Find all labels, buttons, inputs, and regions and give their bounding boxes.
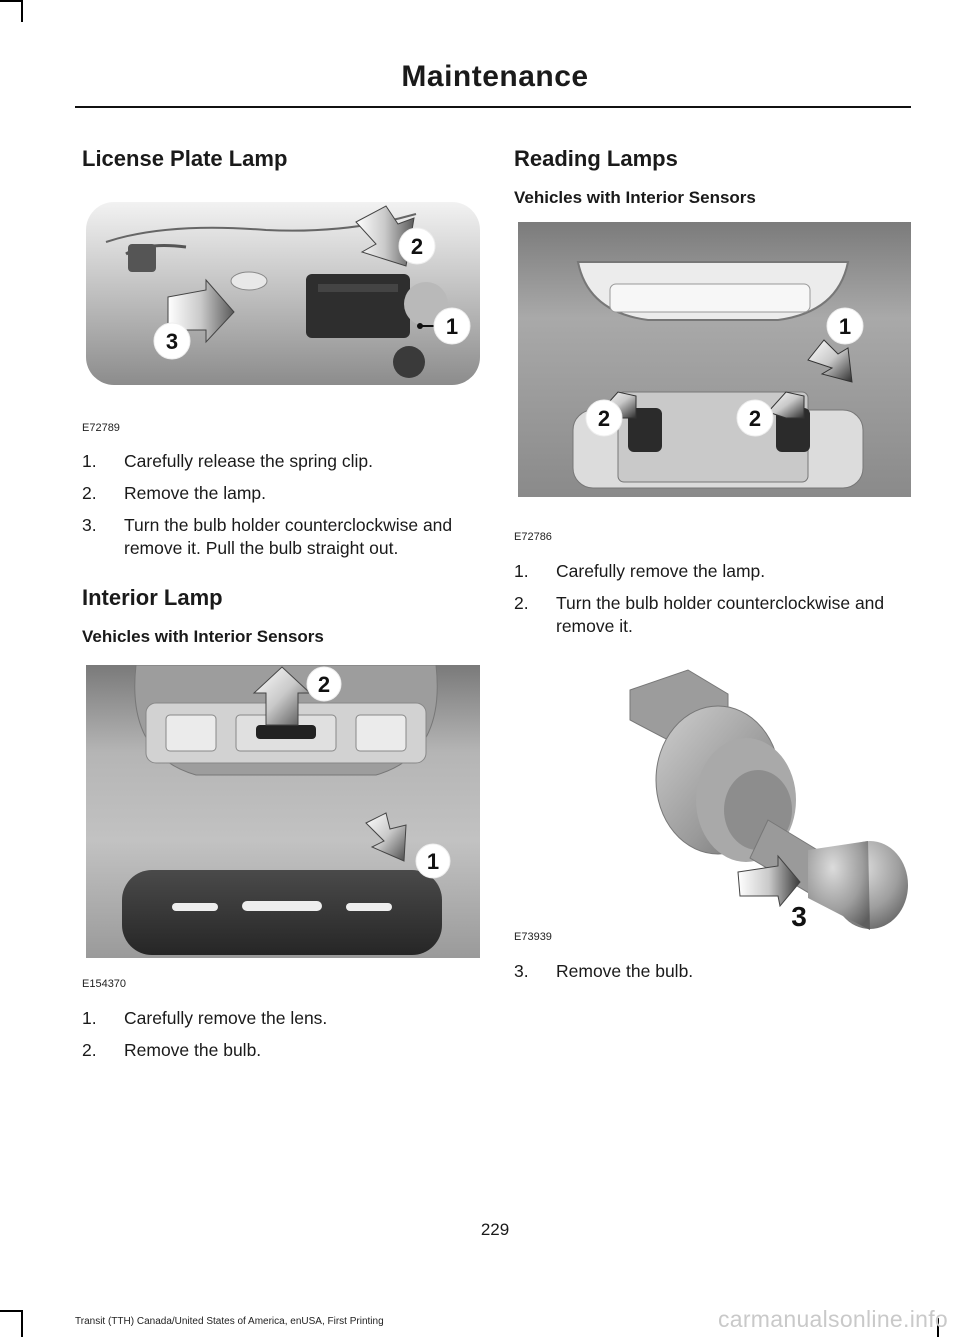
interior-lamp-subheading: Vehicles with Interior Sensors <box>82 627 324 646</box>
list-item: 1. Carefully remove the lamp. <box>514 561 766 581</box>
reading-lamps-heading: Reading Lamps <box>514 146 678 171</box>
list-item: 1. Carefully remove the lens. <box>82 1008 328 1028</box>
reading-lamp-figure <box>518 222 911 497</box>
interior-lamp-heading: Interior Lamp <box>82 585 223 610</box>
figure-code: E154370 <box>82 978 127 990</box>
list-item: 2. Remove the lamp. <box>82 483 267 503</box>
page-number: 229 <box>480 1220 510 1239</box>
reading-lamps-subheading: Vehicles with Interior Sensors <box>514 188 756 207</box>
figure-code: E72789 <box>82 422 120 434</box>
list-item: 2. Remove the bulb. <box>82 1040 262 1060</box>
callout-2: 2 <box>597 406 611 431</box>
crop-mark <box>21 1310 23 1337</box>
reading-lamps-steps <box>514 560 910 647</box>
callout-2: 2 <box>410 234 424 259</box>
callout-1: 1 <box>426 849 440 874</box>
header-rule <box>75 106 911 108</box>
interior-lamp-figure <box>86 665 480 958</box>
publication-footer: Transit (TTH) Canada/United States of America, enUSA, First Printing <box>75 1316 384 1327</box>
interior-lamp-steps <box>82 1007 477 1071</box>
license-plate-steps <box>82 450 477 569</box>
bulb-holder-figure <box>518 660 911 938</box>
license-plate-figure <box>86 202 480 385</box>
callout-2: 2 <box>317 672 331 697</box>
figure-code: E72786 <box>514 531 552 543</box>
list-item: 3. Remove the bulb. <box>514 961 694 981</box>
page-title: Maintenance <box>401 60 589 93</box>
callout-2: 2 <box>748 406 762 431</box>
list-item: 2. Turn the bulb holder counterclockwise and remove it. <box>514 593 885 636</box>
license-plate-heading: License Plate Lamp <box>82 146 288 171</box>
callout-1: 1 <box>838 314 852 339</box>
list-item: 3. Turn the bulb holder counterclockwise and remove it. Pull the bulb straight out. <box>82 515 453 558</box>
crop-mark <box>0 0 22 2</box>
callout-3: 3 <box>791 901 807 932</box>
remove-bulb-steps <box>514 960 910 992</box>
watermark: carmanualsonline.info <box>717 1306 948 1332</box>
list-item: 1. Carefully release the spring clip. <box>82 451 374 471</box>
crop-mark <box>0 1310 22 1312</box>
callout-3: 3 <box>165 329 179 354</box>
crop-mark <box>21 0 23 22</box>
figure-code: E73939 <box>514 931 552 943</box>
callout-1: 1 <box>445 314 459 339</box>
